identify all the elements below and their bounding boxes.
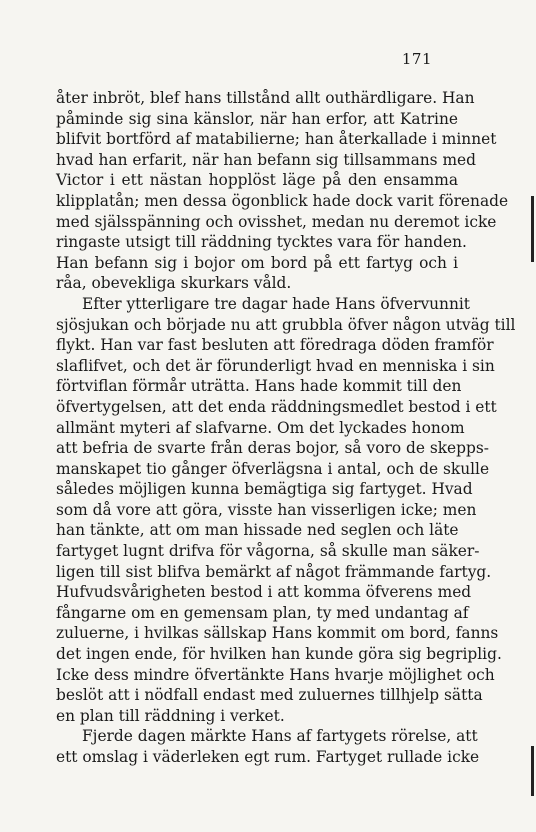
text-line: Icke dess mindre öfvertänkte Hans hvarje möjlighet och bbox=[56, 665, 495, 684]
text-line: han tänkte, att om man hissade ned seglen och läte bbox=[56, 521, 459, 540]
text-line: hvad han erfarit, när han befann sig tillsammans med bbox=[56, 150, 476, 169]
text-line: zuluerne, i hvilkas sällskap Hans kommit om bord, fanns bbox=[56, 624, 499, 643]
text-line: det ingen ende, för hvilken han kunde göra sig begriplig. bbox=[56, 645, 502, 664]
text-line: ringaste utsigt till räddning tycktes vara för handen. bbox=[56, 233, 467, 252]
margin-mark bbox=[531, 196, 534, 262]
text-line: öfvertygelsen, att det enda räddningsmedlet bestod i ett bbox=[56, 397, 497, 416]
text-line: således möjligen kunna bemägtiga sig fartyget. Hvad bbox=[56, 480, 473, 499]
text-line: som då vore att göra, visste han visserligen icke; men bbox=[56, 500, 477, 519]
text-line: blifvit bortförd af matabilierne; han återkallade i minnet bbox=[56, 130, 497, 149]
text-line: påminde sig sina känslor, när han erfor, att Katrine bbox=[56, 109, 458, 128]
text-line: Hufvudsvårigheten bestod i att komma öfverens med bbox=[56, 583, 472, 602]
text-line: slaflifvet, och det är förunderligt hvad en menniska i sin bbox=[56, 356, 495, 375]
text-line: åter inbröt, blef hans tillstånd allt outhärdligare. Han bbox=[56, 89, 475, 107]
text-line: klipplatån; men dessa ögonblick hade dock varit förenade bbox=[56, 191, 509, 210]
text-line: Efter ytterligare tre dagar hade Hans öfvervunnit bbox=[82, 294, 470, 313]
text-line: att befria de svarte från deras bojor, så voro de skepps- bbox=[56, 439, 489, 458]
text-line: fångarne om en gemensam plan, ty med undantag af bbox=[56, 603, 469, 622]
text-line: med själsspänning och ovisshet, medan nu deremot icke bbox=[56, 212, 497, 231]
text-line: sjösjukan och började nu att grubbla öfver någon utväg till bbox=[56, 315, 516, 334]
page-number: 171 bbox=[401, 50, 432, 68]
text-line: ett omslag i väderleken egt rum. Fartyget rullade icke bbox=[56, 748, 480, 766]
margin-mark bbox=[531, 746, 534, 796]
text-line: Han befann sig i bojor om bord på ett fartyg och i bbox=[56, 253, 458, 272]
text-line: manskapet tio gånger öfverlägsna i antal, och de skulle bbox=[56, 459, 490, 478]
text-line: Fjerde dagen märkte Hans af fartygets rörelse, att bbox=[82, 727, 478, 746]
text-line: flykt. Han var fast besluten att föredraga döden framför bbox=[56, 336, 494, 355]
text-line: Victor i ett nästan hopplöst läge på den ensamma bbox=[56, 171, 458, 190]
text-line: fartyget lugnt drifva för vågorna, så skulle man säker- bbox=[56, 542, 480, 561]
text-line: råa, obevekliga skurkars våld. bbox=[56, 274, 292, 293]
text-line: ligen till sist blifva bemärkt af något främmande fartyg. bbox=[56, 562, 492, 581]
text-line: beslöt att i nödfall endast med zuluernes tillhjelp sätta bbox=[56, 686, 483, 705]
text-line: en plan till räddning i verket. bbox=[56, 706, 285, 725]
text-line: allmänt myteri af slafvarne. Om det lyckades honom bbox=[56, 418, 465, 437]
text-block bbox=[56, 88, 516, 768]
text-line: förtviflan förmår uträtta. Hans hade kommit till den bbox=[56, 377, 462, 396]
